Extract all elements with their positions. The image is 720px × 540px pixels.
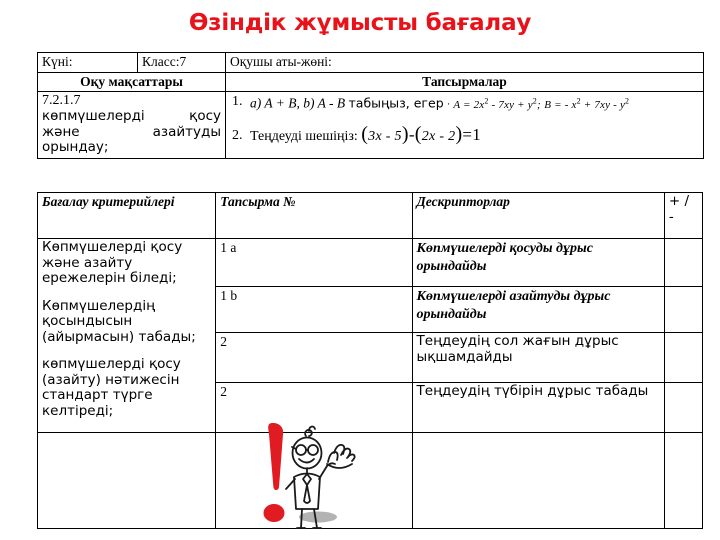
header-task-table (37, 52, 704, 159)
task-no-cell: 1 b (216, 287, 412, 333)
criteria-block-2: Көпмүшелердің қосындысын (айырмасын) табады; (42, 297, 196, 345)
descriptors-header: Дескрипторлар (412, 193, 664, 239)
mark-cell[interactable] (664, 239, 702, 287)
criteria-header: Бағалау критерийлері (38, 193, 216, 239)
page-title: Өзіндік жұмысты бағалау (188, 10, 532, 36)
student-name-cell: Оқушы аты-жөні: (226, 53, 704, 73)
task-item-1 (230, 93, 699, 113)
task-1-number: 1. (232, 94, 243, 109)
assessment-criteria-table (37, 192, 703, 529)
tasks-header: Тапсырмалар (226, 72, 704, 92)
descriptor-cell: Көпмүшелерді қосуды дұрыс орындайды (412, 239, 664, 287)
task-number-header: Тапсырма № (216, 193, 412, 239)
mark-spacer-cell[interactable] (664, 433, 702, 529)
mark-cell[interactable] (664, 333, 702, 383)
objective-code: 7.2.1.7 (42, 93, 81, 108)
table-row-content (38, 92, 704, 159)
task-1-formula-b: B = - $x^2 + 7xy - y^2$ (544, 96, 630, 111)
table-row (38, 239, 703, 287)
task-no-cell: 2 (216, 383, 412, 433)
objectives-header: Оқу мақсаттары (38, 72, 226, 92)
task-no-cell: 2 (216, 333, 412, 383)
task-1-separator: · (447, 98, 450, 111)
task-no-spacer-cell (216, 433, 412, 529)
task-item-2 (230, 123, 699, 147)
descriptor-cell: Көпмүшелерді азайтуды дұрыс орындайды (412, 287, 664, 333)
table-row-spacer (38, 433, 703, 529)
task-2-instruction: Теңдеуді шешіңіз: (250, 129, 358, 145)
objective-text: көпмүшелерді қосу және азайтуды орындау; (42, 108, 221, 155)
objective-cell (38, 92, 226, 159)
task-1-expr-b: b) A - B (303, 95, 346, 111)
mark-cell[interactable] (664, 383, 702, 433)
criteria-block-1: Көпмүшелерді қосу және азайту ережелерін біледі; (42, 239, 183, 286)
date-cell: Күні: (38, 53, 138, 73)
class-cell: Класс:7 (138, 53, 226, 73)
task-no-cell: 1 a (216, 239, 412, 287)
tasks-cell (226, 92, 704, 159)
descriptor-cell: Теңдеудің сол жағын дұрыс ықшамдайды (412, 333, 664, 383)
table-row-meta (38, 53, 704, 73)
task-2-equation: (3x - 5)-(2x - 2)=1 (361, 123, 482, 146)
task-2-number: 2. (232, 128, 243, 144)
mark-header: + / - (664, 193, 702, 239)
table-row-headers (38, 72, 704, 92)
criteria-list-cell (38, 239, 216, 433)
task-1-instruction: табыңыз, егер (348, 95, 444, 111)
descriptor-spacer-cell (412, 433, 664, 529)
criteria-block-3: көпмүшелерді қосу (азайту) нәтижесін стандарт түрге келтіреді; (42, 356, 181, 419)
table-row-criteria-header (38, 193, 703, 239)
descriptor-cell: Теңдеудің түбірін дұрыс табады (412, 383, 664, 433)
mark-cell[interactable] (664, 287, 702, 333)
criteria-spacer-cell (38, 433, 216, 529)
task-1-expr-a: a) A + B, (250, 95, 300, 111)
task-1-formula-a: $A = 2x^2 - 7xy + y^2$; (453, 96, 541, 111)
